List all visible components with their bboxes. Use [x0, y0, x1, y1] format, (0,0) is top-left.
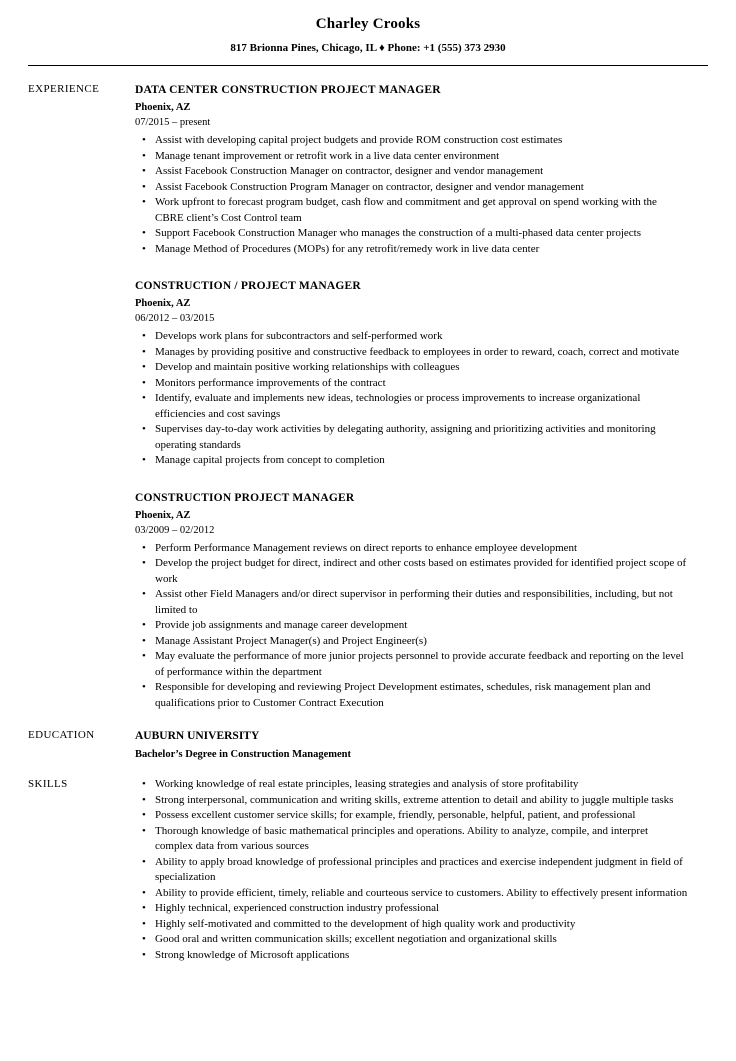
- job-title: DATA CENTER CONSTRUCTION PROJECT MANAGER: [135, 84, 441, 96]
- skill-item: • Strong interpersonal, communication and writing skills, extreme attention to detail and ability to juggle multiple tasks: [135, 793, 688, 809]
- skill-item: • Possess excellent customer service skills; for example, friendly, personable, helpful, patient, and professional: [135, 808, 688, 824]
- experience-bullet: • Assist Facebook Construction Manager on contractor, designer and vendor management: [135, 164, 688, 180]
- job-bullet-list: [135, 133, 706, 257]
- job-dates: 03/2009 – 02/2012: [135, 524, 215, 536]
- experience-bullet: • Manage tenant improvement or retrofit work in a live data center environment: [135, 149, 688, 165]
- skills-list: [135, 777, 706, 963]
- job-title: CONSTRUCTION PROJECT MANAGER: [135, 491, 355, 504]
- skills-content: [135, 777, 708, 963]
- job-bullet-list: [135, 329, 706, 469]
- job-title: CONSTRUCTION / PROJECT MANAGER: [135, 280, 361, 292]
- skill-item: • Ability to apply broad knowledge of professional principles and practices and exercise independent judgment in field of specialization: [135, 855, 688, 886]
- job-dates: 06/2012 – 03/2015: [135, 313, 215, 324]
- experience-bullet: • Assist other Field Managers and/or direct supervisor in performing their duties and responsibilities, including, but not limited to: [135, 587, 688, 618]
- job-location: Phoenix, AZ: [135, 298, 191, 309]
- skill-item: • Good oral and written communication skills; excellent negotiation and organizational skills: [135, 932, 688, 948]
- experience-bullet: • Support Facebook Construction Manager who manages the construction of a multi-phased data center projects: [135, 226, 688, 242]
- experience-bullet: • Perform Performance Management reviews on direct reports to enhance employee development: [135, 541, 688, 557]
- section-skills: [28, 777, 708, 963]
- resume-header: [28, 16, 708, 54]
- education-school: AUBURN UNIVERSITY: [135, 730, 260, 742]
- experience-bullet: • Provide job assignments and manage career development: [135, 618, 688, 634]
- experience-bullet: • Manage Method of Procedures (MOPs) for any retrofit/remedy work in live data center: [135, 242, 688, 258]
- education-content: [135, 728, 708, 763]
- experience-bullet: • Assist Facebook Construction Program Manager on contractor, designer and vendor management: [135, 180, 688, 196]
- experience-bullet: • Manage capital projects from concept to completion: [135, 453, 688, 469]
- job-dates: 07/2015 – present: [135, 117, 211, 128]
- skill-item: • Highly technical, experienced construction industry professional: [135, 901, 688, 917]
- experience-content: [135, 82, 708, 711]
- section-label-education: EDUCATION: [28, 729, 95, 741]
- contact-line: 817 Brionna Pines, Chicago, IL ♦ Phone: +1 (555) 373 2930: [230, 42, 506, 54]
- person-name: Charley Crooks: [315, 16, 421, 32]
- experience-bullet: • Identify, evaluate and implements new ideas, technologies or process improvements to increase organizational efficiencies and cost savings: [135, 391, 688, 422]
- job-location: Phoenix, AZ: [135, 509, 191, 521]
- skill-item: • Thorough knowledge of basic mathematical principles and operations. Ability to analyze, compile, and interpret complex data from various sources: [135, 824, 688, 855]
- experience-bullet: • Monitors performance improvements of the contract: [135, 376, 688, 392]
- skill-item: • Working knowledge of real estate principles, leasing strategies and analysis of store profitability: [135, 777, 688, 793]
- experience-bullet: • Responsible for developing and reviewing Project Development estimates, schedules, risk management plan and qualifications prior to Customer Contract Execution: [135, 680, 688, 711]
- experience-bullet: • Manage Assistant Project Manager(s) and Project Engineer(s): [135, 634, 688, 650]
- section-label-skills: SKILLS: [28, 778, 68, 790]
- skill-item: • Strong knowledge of Microsoft applications: [135, 948, 688, 964]
- experience-bullet: • May evaluate the performance of more junior projects personnel to provide accurate feedback and reporting on the level of performance within the department: [135, 649, 688, 680]
- job-bullet-list: [135, 541, 706, 712]
- skill-item: • Highly self-motivated and committed to the development of high quality work and productivity: [135, 917, 688, 933]
- job-location: Phoenix, AZ: [135, 102, 191, 113]
- experience-bullet: • Work upfront to forecast program budget, cash flow and commitment and get approval on spend working with the CBRE client’s Cost Control team: [135, 195, 688, 226]
- experience-bullet: • Develop the project budget for direct, indirect and other costs based on estimates provided for identified project scope of work: [135, 556, 688, 587]
- section-education: [28, 728, 708, 763]
- experience-bullet: • Supervises day-to-day work activities by delegating authority, assigning and prioritizing activities and monitoring operating standards: [135, 422, 688, 453]
- experience-bullet: • Assist with developing capital project budgets and provide ROM construction cost estimates: [135, 133, 688, 149]
- job-entry-3: [135, 490, 706, 712]
- experience-bullet: • Develop and maintain positive working relationships with colleagues: [135, 360, 688, 376]
- skill-item: • Ability to provide efficient, timely, reliable and courteous service to customers. Ability to effectively present information: [135, 886, 688, 902]
- header-divider: [28, 65, 708, 66]
- experience-bullet: • Develops work plans for subcontractors and self-performed work: [135, 329, 688, 345]
- experience-bullet: • Manages by providing positive and constructive feedback to employees in order to reward, coach, correct and motivate: [135, 345, 688, 361]
- job-entry-2: [135, 278, 706, 469]
- section-experience: [28, 82, 708, 711]
- job-entry-1: [135, 82, 706, 257]
- section-label-experience: EXPERIENCE: [28, 83, 100, 95]
- education-degree: Bachelor’s Degree in Construction Management: [135, 749, 351, 760]
